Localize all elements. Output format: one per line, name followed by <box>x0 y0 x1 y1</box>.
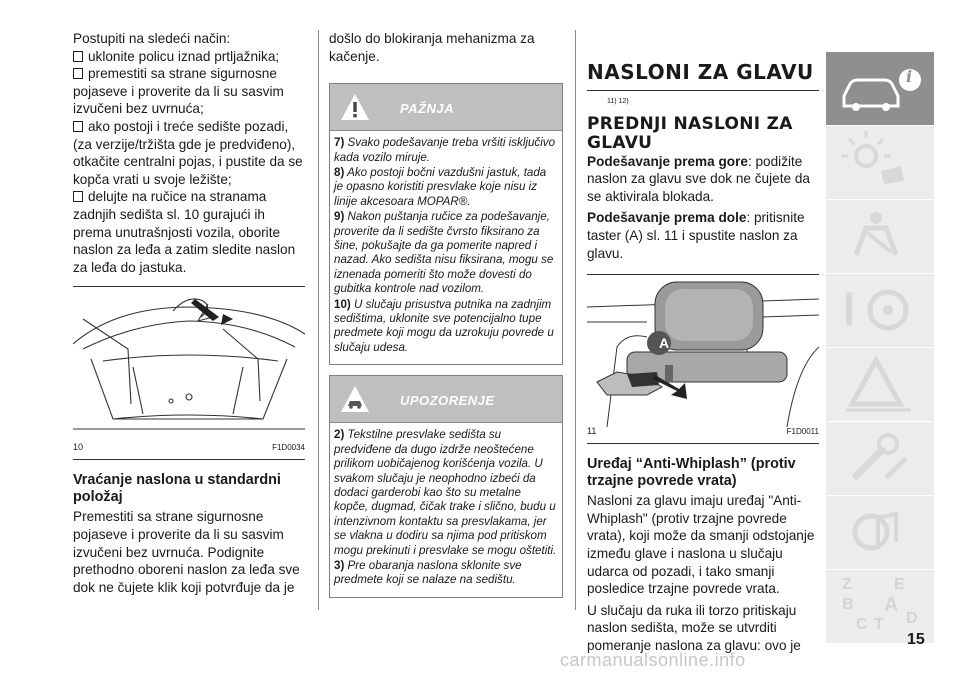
section-paragraph: Premestiti sa strane sigurnosne pojaseve i proverite da li su sasvim izvučeni bez uvrnuća. Podignite prethodno oboreni naslon za leđa sve dok ne čujete klik koji potvrđuje da je <box>73 509 300 595</box>
tools-icon <box>826 422 934 495</box>
caution-item: 7) Svako podešavanje treba vršiti isključivo kada vozilo miruje. <box>334 136 556 164</box>
checkbox-bullet-icon <box>73 121 83 132</box>
column-divider <box>318 30 319 610</box>
page-number: 15 <box>907 631 925 648</box>
steering-key-icon <box>826 274 934 347</box>
caution-item: 8) Ako postoji bočni vazdušni jastuk, tada je opasno koristiti presvlake koje nisu iz linije akcesoara MOPAR®. <box>334 166 547 208</box>
caution-box <box>329 83 563 365</box>
index-icon: Z E B A C T D <box>842 576 918 633</box>
figure-code: F1D0011 <box>786 426 819 436</box>
left-column <box>73 30 305 596</box>
anti-whiplash-paragraph-2: U slučaju da ruka ili torzo pritiskaju naslon sedišta, može se utvrditi pomeranje naslona za glavu: ovo je <box>587 602 801 653</box>
warning-item: 2) Tekstilne presvlake sedišta su predviđene da dugo izdrže neoštećene prilikom uobičajenog korišćenja vozila. U svakom slučaju je neophodno izbeći da dodaci garderobi kao što su metalne kopče, dugmad, čičak trake i slično, budu u intenzivnom kontaktu sa presvlakama, jer se vlakna u dodiru sa njima pod pritiskom mogu prekinuti i presvlake se mogu oštetiti. <box>334 428 557 557</box>
footnote-refs: 11) 12) <box>607 98 629 105</box>
column-divider <box>575 30 576 610</box>
airbag-safety-icon <box>826 200 934 273</box>
sidebar-tab-dashboard[interactable] <box>826 126 934 200</box>
page-title: NASLONI ZA GLAVU <box>587 60 814 84</box>
figure-11 <box>587 274 819 444</box>
caution-header <box>330 84 562 131</box>
watermark: carmanualsonline.info <box>560 650 746 670</box>
dashboard-lights-icon <box>826 126 934 199</box>
figure-10 <box>73 286 305 460</box>
figure-code: F1D0034 <box>272 442 305 452</box>
anti-whiplash-paragraph: Nasloni za glavu imaju uređaj "Anti-Whiplash" (protiv trzajne povrede vrata), koji može da smanji odstojanje između glave i naslona u slučaju udarca od pozadi, i tako smanji posledice trzajne povrede vrata. <box>587 493 815 597</box>
headrest-illustration <box>587 277 819 427</box>
caution-body <box>330 131 562 364</box>
right-column <box>587 52 819 655</box>
sidebar-tab-multimedia[interactable] <box>826 496 934 570</box>
adjust-up-paragraph: Podešavanje prema gore: podižite naslon za glavu sve dok ne čujete da se aktivirala blokada. <box>587 153 810 204</box>
caution-title: PAŽNJA <box>400 101 455 117</box>
service-icon <box>826 496 934 569</box>
continued-paragraph: došlo do blokiranja mehanizma za kačenje. <box>329 31 535 64</box>
figure-number: 10 <box>73 441 84 452</box>
warning-header <box>330 376 562 423</box>
bullet-item: uklonite policu iznad prtljažnika; <box>73 48 305 66</box>
sidebar-tab-starting[interactable] <box>826 274 934 348</box>
callout-label: A <box>658 335 670 352</box>
sidebar-tab-emergency[interactable] <box>826 348 934 422</box>
warning-triangle-icon <box>340 92 370 122</box>
warning-item: 3) Pre obaranja naslona sklonite sve predmete koji se nalaze na sedištu. <box>334 558 522 587</box>
bullet-item: delujte na ručice na stranama zadnjih sedišta sl. 10 gurajući ih prema unutrašnjosti vozila, oborite naslon za leđa a zatim sledite naslon za leđa do jastuka. <box>73 189 296 275</box>
sidebar-tab-maintenance[interactable] <box>826 422 934 496</box>
warning-box <box>329 375 563 597</box>
section-heading: Vraćanje naslona u standardni položaj <box>73 472 281 506</box>
checkbox-bullet-icon <box>73 191 83 202</box>
road-warning-icon <box>826 348 934 421</box>
rear-seat-illustration <box>73 289 305 439</box>
checkbox-bullet-icon <box>73 51 83 62</box>
middle-column <box>329 30 563 598</box>
sidebar-tab-safety[interactable] <box>826 200 934 274</box>
figure-number: 11 <box>587 425 597 436</box>
checkbox-bullet-icon <box>73 68 83 79</box>
bullet-item: premestiti sa strane sigurnosne pojaseve i proverite da li su sasvim izvučeni bez uvrnuća; <box>73 66 284 117</box>
caution-item: 10) U slučaju prisustva putnika na zadnjim sedištima, uklonite sve potencijalno tupe predmete koji mogu da uzrokuju povrede u slučaju udesa. <box>334 297 554 354</box>
section-heading: Uređaj “Anti-Whiplash” (protiv trzajne povrede vrata) <box>587 456 796 490</box>
adjust-down-paragraph: Podešavanje prema dole: pritisnite taster (A) sl. 11 i spustite naslon za glavu. <box>587 210 805 261</box>
subsection-title: PREDNJI NASLONI ZA GLAVU <box>587 113 793 153</box>
caution-item: 9) Nakon puštanja ručice za podešavanje, proverite da li sedište čvrsto fiksirano za šine, pokušajte da ga pomerite napred i nazad. Ako sedišta nisu fiksirana, mogu se iznenada pomeriti što može dovesti do gubitka kontrole nad vozilom. <box>334 210 554 296</box>
car-info-icon <box>826 52 934 125</box>
bullet-item: ako postoji i treće sedište pozadi, (za verzije/tržišta gde je predviđeno), otkačite centralni pojas, i pustite da se kopča vrati u svoje ležište; <box>73 118 303 187</box>
info-letter: i <box>906 67 913 86</box>
warning-body <box>330 423 562 596</box>
sidebar-tab-vehicle-info[interactable] <box>826 52 934 126</box>
title-rule <box>587 90 819 91</box>
warning-title: UPOZORENJE <box>400 393 495 409</box>
intro-text: Postupiti na sledeći način: <box>73 31 231 46</box>
car-warning-icon <box>340 384 370 414</box>
